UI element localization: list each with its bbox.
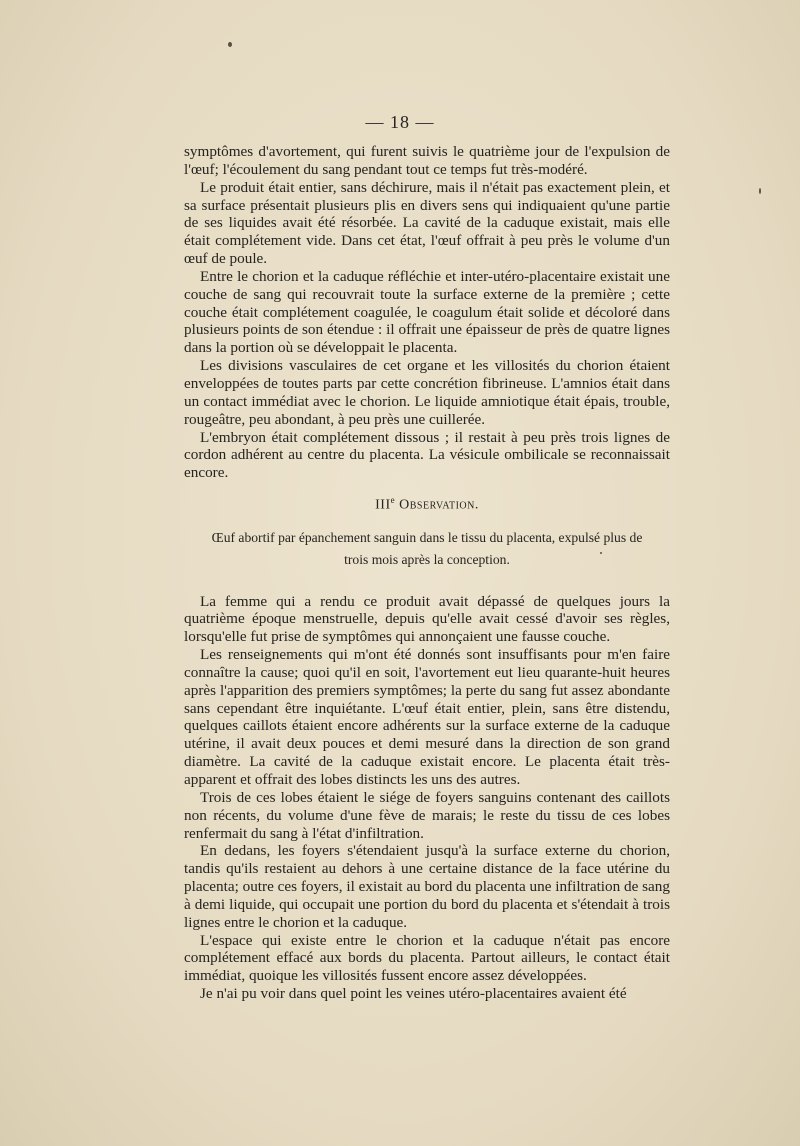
page-number: — 18 —	[365, 112, 435, 132]
paragraph: L'embryon était complétement dissous ; il restait à peu près trois lignes de cordon adhérent au centre du placenta. La vésicule ombilicale se reconnaissait encore.	[184, 428, 670, 482]
paragraph: La femme qui a rendu ce produit avait dépassé de quelques jours la quatrième époque menstruelle, depuis qu'elle avait cessé d'avoir ses règles, lorsqu'elle fut prise de symptômes qui annonçaient une fausse couche.	[184, 592, 670, 646]
observation-subtitle: Œuf abortif par épanchement sanguin dans le tissu du placenta, expulsé plus de trois mois après la conception.	[211, 529, 643, 567]
ink-speck	[228, 42, 232, 47]
observation-title: Observation.	[399, 497, 479, 513]
ink-speck	[759, 188, 761, 194]
paragraph: Les renseignements qui m'ont été donnés sont insuffisants pour m'en faire connaître la cause; quoi qu'il en soit, l'avortement eut lieu quarante-huit heures après l'apparition des premiers symptômes; la perte du sang fut assez abondante sans cependant être inquiétante. L'œuf était entier, plein, sans être distendu, quelques caillots étaient encore adhérents sur la surface externe de la caduque utérine, il avait deux pouces et demi mesuré dans la direction de son grand diamètre. La cavité de la caduque existait encore. Le placenta était très-apparent et offrait des lobes distincts les uns des autres.	[184, 646, 670, 788]
observation-heading	[184, 492, 670, 515]
paragraph: Trois de ces lobes étaient le siége de foyers sanguins contenant des caillots non récents, du volume d'une fève de marais; le reste du tissu de ces lobes renfermait du sang à l'état d'infiltration.	[184, 788, 670, 842]
paragraph: Je n'ai pu voir dans quel point les veines utéro-placentaires avaient été	[200, 985, 627, 1003]
paragraph: L'espace qui existe entre le chorion et la caduque n'était pas encore complétement effacé aux bords du placenta. Partout ailleurs, le contact était immédiat, quoique les villosités fussent encore assez développées.	[184, 931, 670, 985]
observation-number-superscript: e	[390, 495, 396, 506]
page-body	[184, 143, 670, 1003]
paragraph: En dedans, les foyers s'étendaient jusqu'à la surface externe du chorion, tandis qu'ils restaient au dehors à une certaine distance de la face utérine du placenta; outre ces foyers, il existait au bord du placenta une infiltration de sang à demi liquide, qui occupait une portion du bord du placenta et s'étendait à trois lignes entre le chorion et la caduque.	[184, 842, 670, 931]
paragraph: symptômes d'avortement, qui furent suivis le quatrième jour de l'expulsion de l'œuf; l'écoulement du sang pendant tout ce temps fut très-modéré.	[184, 143, 670, 178]
paragraph: Le produit était entier, sans déchirure, mais il n'était pas exactement plein, et sa surface présentait plusieurs plis en divers sens qui indiquaient qu'une partie de ses liquides avait été résorbée. La cavité de la caduque existait, mais elle était complétement vide. Dans cet état, l'œuf offrait à peu près le volume d'un œuf de poule.	[184, 178, 670, 268]
observation-number: III	[375, 497, 391, 513]
paragraph: Les divisions vasculaires de cet organe et les villosités du chorion étaient enveloppées de toutes parts par cette concrétion fibrineuse. L'amnios était dans un contact immédiat avec le chorion. Le liquide amniotique était épais, trouble, rougeâtre, peu abondant, à peu près une cuillerée.	[184, 357, 670, 428]
paragraph: Entre le chorion et la caduque réfléchie et inter-utéro-placentaire existait une couche de sang qui recouvrait toute la surface externe de la première ; cette couche était complétement coagulée, le coagulum était solide et décoloré dans plusieurs points de son étendue : il offrait une épaisseur de près de quatre lignes dans la portion où se développait le placenta.	[184, 267, 670, 357]
